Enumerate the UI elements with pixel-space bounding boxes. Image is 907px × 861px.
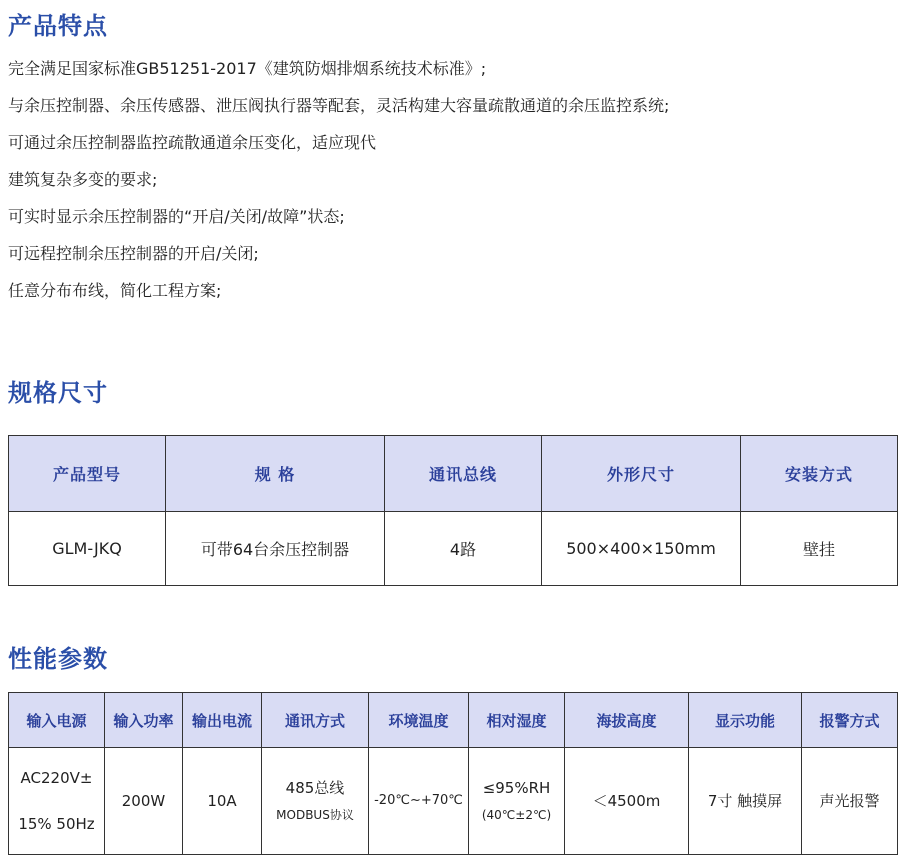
spec-cell-bus: 4路: [385, 512, 542, 586]
spec-header-bus: 通讯总线: [385, 436, 542, 512]
perf-header-alarm: 报警方式: [802, 693, 898, 748]
humidity-main: ≤95%RH: [482, 779, 551, 798]
perf-cell-alarm: 声光报警: [802, 748, 898, 855]
spec-header-dimensions: 外形尺寸: [542, 436, 741, 512]
perf-header-humidity: 相对湿度: [469, 693, 565, 748]
perf-cell-temperature: -20℃~+70℃: [369, 748, 469, 855]
perf-header-temperature: 环境温度: [369, 693, 469, 748]
power-line-2: 15% 50Hz: [18, 815, 95, 833]
spec-cell-spec: 可带64台余压控制器: [166, 512, 385, 586]
features-title: 产品特点: [8, 12, 108, 40]
spec-cell-model: GLM-JKQ: [9, 512, 166, 586]
feature-item: 与余压控制器、余压传感器、泄压阀执行器等配套，灵活构建大容量疏散通道的余压监控系统;: [8, 96, 670, 115]
spec-table: [8, 435, 898, 586]
feature-item: 可实时显示余压控制器的“开启/关闭/故障”状态;: [8, 207, 345, 226]
perf-cell-comm: [262, 748, 369, 855]
perf-cell-display: 7寸 触摸屏: [689, 748, 802, 855]
comm-main: 485总线: [285, 779, 345, 798]
humidity-sub: (40℃±2℃): [481, 808, 552, 823]
feature-item: 可通过余压控制器监控疏散通道余压变化，适应现代: [8, 133, 377, 152]
perf-header-display: 显示功能: [689, 693, 802, 748]
feature-item: 任意分布布线，简化工程方案;: [8, 281, 222, 300]
spec-header-mounting: 安装方式: [741, 436, 898, 512]
feature-item: 建筑复杂多变的要求;: [8, 170, 158, 189]
spec-cell-dimensions: 500×400×150mm: [542, 512, 741, 586]
perf-header-input-power-source: 输入电源: [9, 693, 105, 748]
table-row: [9, 748, 898, 855]
spec-header-spec: 规 格: [166, 436, 385, 512]
spec-header-row: [9, 436, 898, 512]
feature-item: 可远程控制余压控制器的开启/关闭;: [8, 244, 259, 263]
perf-cell-output-current: 10A: [183, 748, 262, 855]
perf-title: 性能参数: [8, 645, 108, 673]
spec-title: 规格尺寸: [8, 379, 108, 407]
feature-item: 完全满足国家标准GB51251-2017《建筑防烟排烟系统技术标准》;: [8, 59, 487, 78]
perf-table: [8, 692, 898, 855]
perf-cell-humidity: [469, 748, 565, 855]
spec-header-model: 产品型号: [9, 436, 166, 512]
perf-header-output-current: 输出电流: [183, 693, 262, 748]
perf-header-comm: 通讯方式: [262, 693, 369, 748]
power-line-1: AC220V±: [20, 769, 93, 787]
perf-header-altitude: 海拔高度: [565, 693, 689, 748]
spec-cell-mounting: 壁挂: [741, 512, 898, 586]
perf-header-input-power: 输入功率: [105, 693, 183, 748]
perf-cell-input-power: 200W: [105, 748, 183, 855]
perf-cell-power-source: [9, 748, 105, 855]
comm-sub: MODBUS协议: [276, 808, 354, 823]
perf-header-row: [9, 693, 898, 748]
perf-cell-altitude: ＜4500m: [565, 748, 689, 855]
features-list: [8, 50, 903, 309]
table-row: [9, 512, 898, 586]
